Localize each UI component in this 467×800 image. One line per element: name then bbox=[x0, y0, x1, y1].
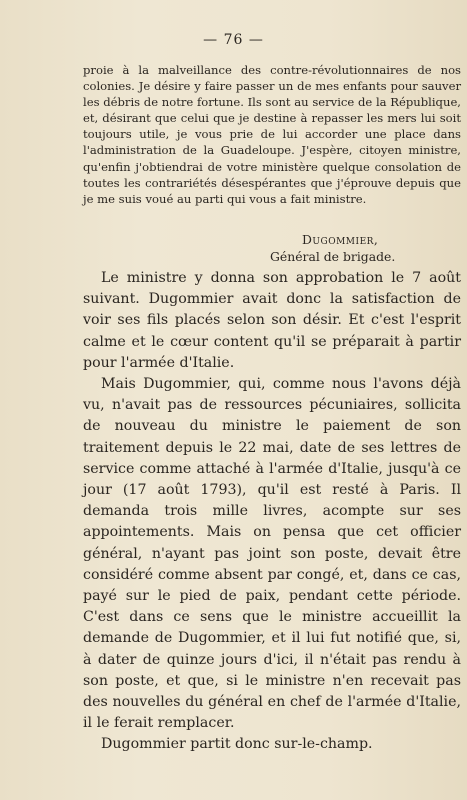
signature-title: Général de brigade. bbox=[270, 249, 396, 264]
body-text bbox=[83, 268, 461, 756]
page-number: — 76 — bbox=[203, 32, 264, 48]
paragraph-2: Mais Dugommier, qui, comme nous l'avons déjà vu, n'avait pas de ressources pécuniaires, sollicita de nouveau du ministre le paiement de son traitement depuis le 22 mai, date de ses lettres de service comme attaché à l'armée d'Italie, jusqu'à ce jour (17 août 1793), qu'il est resté à Paris. Il demanda trois mille livres, acompte sur ses appointements. Mais on pensa que cet officier général, n'ayant pas joint son poste, devait être considéré comme absent par congé, et, dans ce cas, payé sur le pied de paix, pendant cette période. C'est dans ce sens que le ministre accueillit la demande de Dugommier, et il lui fut notifié que, si, à dater de quinze jours d'ici, il n'était pas rendu à son poste, et que, si le ministre n'en recevait pas des nouvelles du général en chef de l'armée d'Italie, il le ferait remplacer. bbox=[83, 376, 461, 732]
letter-excerpt bbox=[83, 62, 461, 207]
paragraph-1: Le ministre y donna son approbation le 7 août suivant. Dugommier avait donc la satisfaction de voir ses fils placés selon son désir. Et c'est l'esprit calme et le cœur content qu'il se préparait à partir pour l'armée d'Italie. bbox=[83, 270, 461, 371]
letter-signature bbox=[270, 231, 460, 265]
signature-name: Dugommier, bbox=[302, 232, 379, 247]
paragraph-3: Dugommier partit donc sur-le-champ. bbox=[101, 736, 373, 753]
letter-text: proie à la malveillance des contre-révolutionnaires de nos colonies. Je désire y faire passer un de mes enfants pour sauver les débris de notre fortune. Ils sont au service de la République, et, désirant que celui que je destine à repasser les mers lui soit toujours utile, je vous prie de lui accorder une place dans l'administration de la Guadeloupe. J'espère, citoyen ministre, qu'enfin j'obtiendrai de votre ministère quelque consolation de toutes les contrariétés désespérantes que j'éprouve depuis que je me suis voué au parti qui vous a fait ministre. bbox=[83, 63, 461, 206]
